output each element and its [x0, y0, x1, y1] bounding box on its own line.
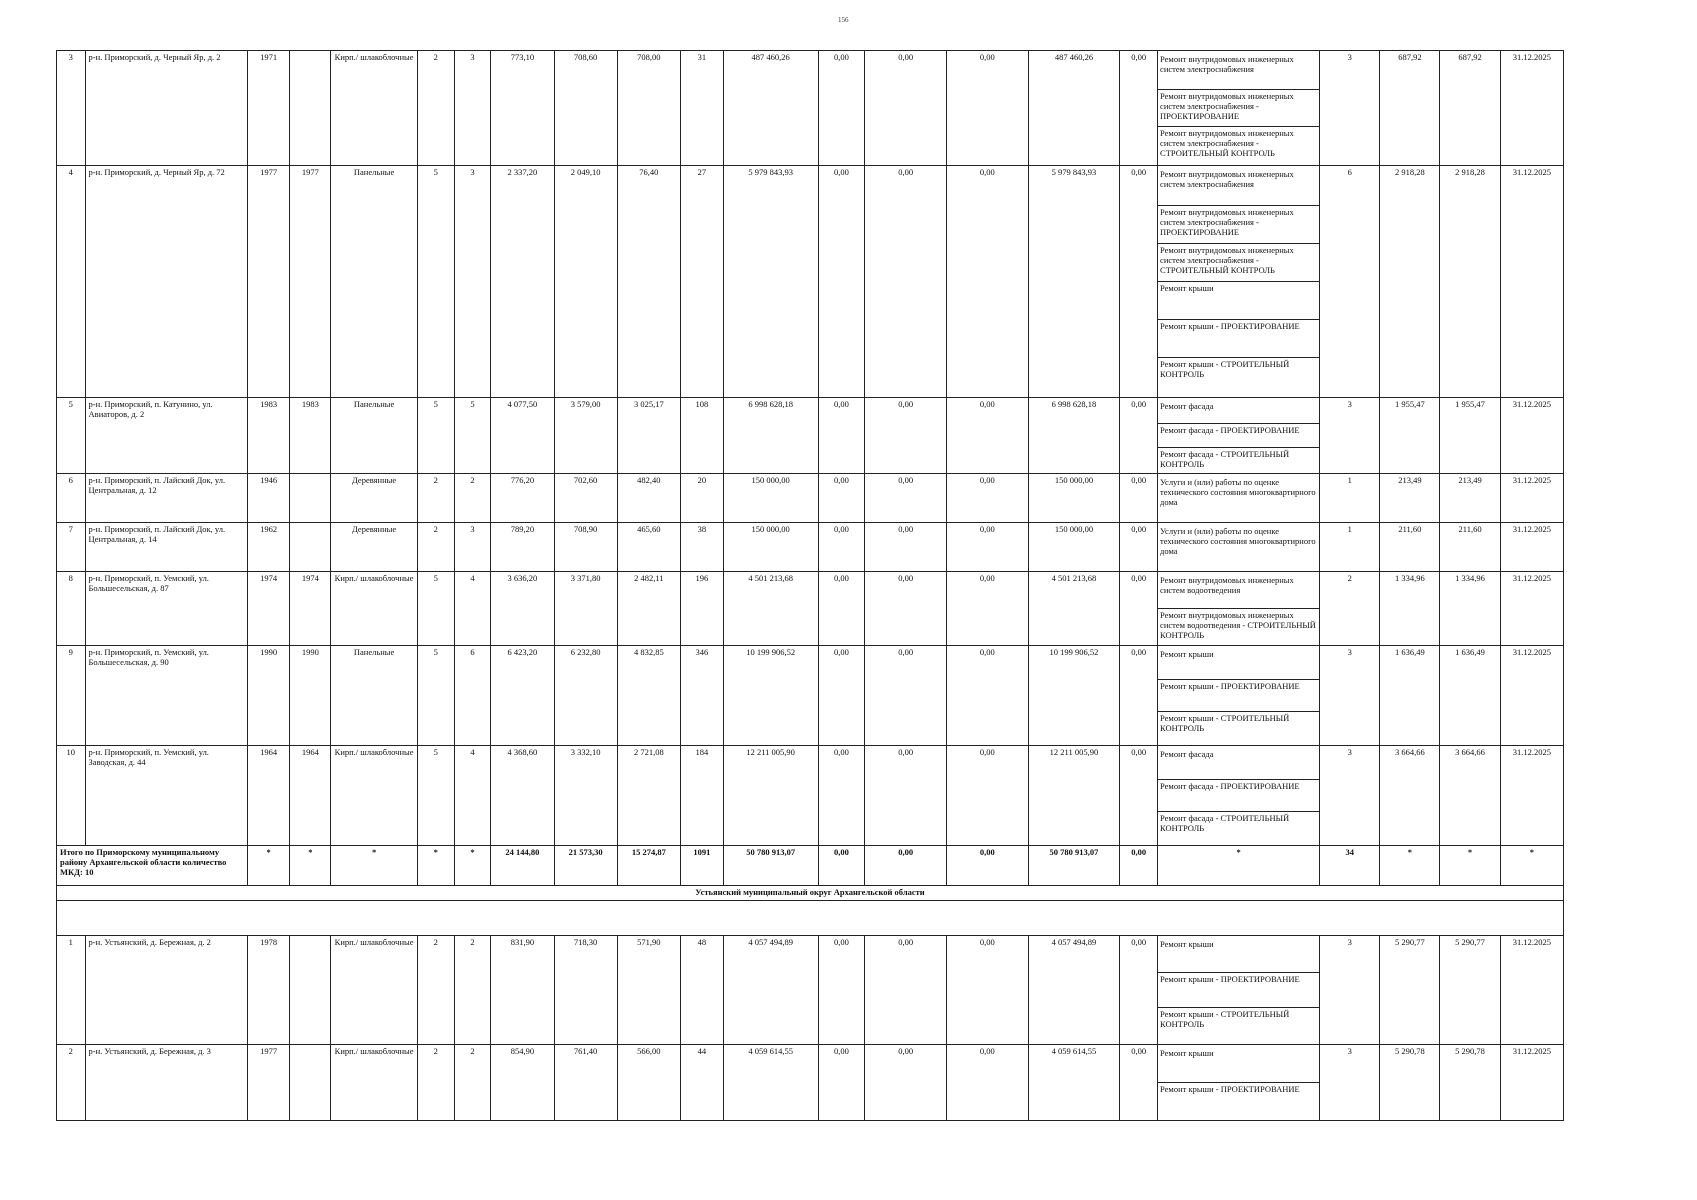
work-item: Ремонт внутридомовых инженерных систем электроснабжения - СТРОИТЕЛЬНЫЙ КОНТРОЛЬ: [1160, 128, 1294, 158]
works-count-cell: 3: [1320, 398, 1380, 474]
area-premises-cell: 708,60: [554, 51, 617, 166]
cost-limit-cell: 1 955,47: [1440, 398, 1500, 474]
area-premises-cell: 2 049,10: [554, 166, 617, 398]
table-row: [57, 166, 1564, 398]
residents-cell: 346: [680, 646, 723, 746]
work-item: Ремонт внутридомовых инженерных систем электроснабжения - ПРОЕКТИРОВАНИЕ: [1158, 90, 1319, 127]
cost-limit-cell: 3 664,66: [1440, 746, 1500, 846]
placeholder-cell: *: [247, 846, 290, 886]
fund-cell: 0,00: [818, 166, 865, 398]
area-total-cell: 4 077,50: [491, 398, 554, 474]
area-premises-cell: 3 332,10: [554, 746, 617, 846]
year-built-cell: 1971: [247, 51, 290, 166]
area-total-cell: 776,20: [491, 474, 554, 523]
area-total-cell: 6 423,20: [491, 646, 554, 746]
works-list-cell: [1158, 572, 1320, 646]
entrances-cell: 4: [454, 572, 491, 646]
work-item: Ремонт крыши: [1158, 648, 1319, 680]
fund-cell: 0,00: [865, 523, 947, 572]
work-item: Ремонт фасада: [1158, 748, 1319, 780]
fund-cell: 0,00: [865, 166, 947, 398]
address-cell: р-н. Приморский, п. Лайский Док, ул. Центральная, д. 14: [85, 523, 247, 572]
cost-limit-cell: 2 918,28: [1440, 166, 1500, 398]
fund-cell: 0,00: [865, 746, 947, 846]
row-number: 8: [57, 572, 86, 646]
fund-cell: 0,00: [865, 474, 947, 523]
cost-per-sqm-cell: 3 664,66: [1380, 746, 1440, 846]
work-item: Ремонт фасада - СТРОИТЕЛЬНЫЙ КОНТРОЛЬ: [1160, 813, 1290, 833]
row-number: 10: [57, 746, 86, 846]
area-total-cell: 3 636,20: [491, 572, 554, 646]
address-cell: р-н. Приморский, д. Черный Яр, д. 72: [85, 166, 247, 398]
fund-cell: 0,00: [818, 646, 865, 746]
works-list-cell: [1158, 746, 1320, 846]
entrances-cell: 4: [454, 746, 491, 846]
cost-per-sqm-cell: 5 290,77: [1380, 935, 1440, 1044]
year-built-cell: 1977: [247, 1044, 290, 1120]
wall-material-cell: Панельные: [331, 646, 418, 746]
deadline-cell: 31.12.2025: [1500, 474, 1563, 523]
works-count-cell: 1: [1320, 474, 1380, 523]
cost-per-sqm-cell: 687,92: [1380, 51, 1440, 166]
row-number: 6: [57, 474, 86, 523]
wall-material-cell: Панельные: [331, 398, 418, 474]
total-value-cell: 50 780 913,07: [723, 846, 818, 886]
residents-cell: 108: [680, 398, 723, 474]
total-value-cell: 15 274,87: [617, 846, 680, 886]
area-living-cell: 566,00: [617, 1044, 680, 1120]
work-item: Ремонт крыши - ПРОЕКТИРОВАНИЕ: [1158, 320, 1319, 358]
residents-cell: 48: [680, 935, 723, 1044]
works-count-cell: 2: [1320, 572, 1380, 646]
deadline-cell: 31.12.2025: [1500, 523, 1563, 572]
work-item: Ремонт крыши - СТРОИТЕЛЬНЫЙ КОНТРОЛЬ: [1160, 359, 1290, 379]
cost-total-cell: 4 057 494,89: [723, 935, 818, 1044]
works-list-cell: [1158, 1044, 1320, 1120]
fund-cell: 0,00: [947, 51, 1029, 166]
total-value-cell: 21 573,30: [554, 846, 617, 886]
area-premises-cell: 702,60: [554, 474, 617, 523]
area-total-cell: 854,90: [491, 1044, 554, 1120]
cost-per-sqm-cell: 1 955,47: [1380, 398, 1440, 474]
address-cell: р-н. Приморский, п. Лайский Док, ул. Центральная, д. 12: [85, 474, 247, 523]
entrances-cell: 3: [454, 51, 491, 166]
work-item: Ремонт внутридомовых инженерных систем электроснабжения: [1158, 53, 1319, 90]
cost-per-sqm-cell: 211,60: [1380, 523, 1440, 572]
table-row: [57, 474, 1564, 523]
fund-cell: 150 000,00: [1028, 523, 1120, 572]
area-total-cell: 789,20: [491, 523, 554, 572]
spacer-cell: [57, 900, 1564, 935]
deadline-cell: 31.12.2025: [1500, 1044, 1563, 1120]
spacer-row: [57, 900, 1564, 935]
cost-per-sqm-cell: 5 290,78: [1380, 1044, 1440, 1120]
floors-cell: 5: [417, 166, 454, 398]
fund-cell: 0,00: [1120, 474, 1158, 523]
entrances-cell: 5: [454, 398, 491, 474]
deadline-cell: 31.12.2025: [1500, 398, 1563, 474]
fund-cell: 0,00: [1120, 166, 1158, 398]
address-cell: р-н. Приморский, п. Катунино, ул. Авиаторов, д. 2: [85, 398, 247, 474]
address-cell: р-н. Приморский, п. Уемский, ул. Большесельская, д. 87: [85, 572, 247, 646]
floors-cell: 5: [417, 572, 454, 646]
wall-material-cell: Деревянные: [331, 523, 418, 572]
fund-cell: 0,00: [1120, 646, 1158, 746]
table-row: [57, 51, 1564, 166]
wall-material-cell: Кирп./ шлакоблочные: [331, 935, 418, 1044]
area-living-cell: 76,40: [617, 166, 680, 398]
fund-cell: 10 199 906,52: [1028, 646, 1120, 746]
work-item: Ремонт фасада - СТРОИТЕЛЬНЫЙ КОНТРОЛЬ: [1160, 449, 1290, 469]
total-value-cell: 0,00: [818, 846, 865, 886]
year-overhaul-cell: 1974: [290, 572, 331, 646]
work-item: Услуги и (или) работы по оценке технического состояния многоквартирного дома: [1160, 526, 1316, 556]
work-item: Ремонт крыши - СТРОИТЕЛЬНЫЙ КОНТРОЛЬ: [1160, 1008, 1290, 1029]
deadline-cell: 31.12.2025: [1500, 935, 1563, 1044]
table-row: [57, 572, 1564, 646]
work-item: Ремонт внутридомовых инженерных систем электроснабжения: [1158, 168, 1319, 206]
area-premises-cell: 761,40: [554, 1044, 617, 1120]
works-list-cell: [1158, 398, 1320, 474]
fund-cell: 0,00: [818, 523, 865, 572]
cost-limit-cell: 1 334,96: [1440, 572, 1500, 646]
capital-repair-register-table: [56, 50, 1564, 1121]
area-living-cell: 2 721,08: [617, 746, 680, 846]
floors-cell: 2: [417, 1044, 454, 1120]
cost-per-sqm-cell: 2 918,28: [1380, 166, 1440, 398]
works-count-cell: 1: [1320, 523, 1380, 572]
work-item: Ремонт крыши: [1158, 1047, 1319, 1083]
area-living-cell: 571,90: [617, 935, 680, 1044]
fund-cell: 0,00: [1120, 572, 1158, 646]
work-item: Ремонт фасада: [1158, 400, 1319, 424]
total-row: [57, 846, 1564, 886]
entrances-cell: 2: [454, 935, 491, 1044]
area-total-cell: 4 368,60: [491, 746, 554, 846]
works-list-cell: [1158, 523, 1320, 572]
floors-cell: 2: [417, 935, 454, 1044]
work-item: Ремонт фасада - ПРОЕКТИРОВАНИЕ: [1158, 424, 1319, 448]
area-living-cell: 482,40: [617, 474, 680, 523]
cost-total-cell: 5 979 843,93: [723, 166, 818, 398]
total-value-cell: 0,00: [1120, 846, 1158, 886]
work-item: Ремонт внутридомовых инженерных систем электроснабжения - СТРОИТЕЛЬНЫЙ КОНТРОЛЬ: [1158, 244, 1319, 282]
fund-cell: 5 979 843,93: [1028, 166, 1120, 398]
cost-total-cell: 6 998 628,18: [723, 398, 818, 474]
work-item: Ремонт внутридомовых инженерных систем водоотведения - СТРОИТЕЛЬНЫЙ КОНТРОЛЬ: [1160, 610, 1316, 640]
address-cell: р-н. Приморский, п. Уемский, ул. Большесельская, д. 90: [85, 646, 247, 746]
works-list-cell: [1158, 935, 1320, 1044]
total-value-cell: 24 144,80: [491, 846, 554, 886]
placeholder-cell: *: [1380, 846, 1440, 886]
fund-cell: 0,00: [947, 935, 1029, 1044]
area-living-cell: 4 832,85: [617, 646, 680, 746]
table-row: [57, 746, 1564, 846]
works-list-cell: [1158, 646, 1320, 746]
placeholder-cell: *: [1440, 846, 1500, 886]
year-built-cell: 1983: [247, 398, 290, 474]
cost-limit-cell: 1 636,49: [1440, 646, 1500, 746]
placeholder-cell: *: [1158, 846, 1320, 886]
fund-cell: 12 211 005,90: [1028, 746, 1120, 846]
residents-cell: 38: [680, 523, 723, 572]
table-row: [57, 646, 1564, 746]
wall-material-cell: Кирп./ шлакоблочные: [331, 51, 418, 166]
residents-cell: 196: [680, 572, 723, 646]
area-total-cell: 2 337,20: [491, 166, 554, 398]
placeholder-cell: *: [454, 846, 491, 886]
fund-cell: 0,00: [947, 746, 1029, 846]
cost-limit-cell: 5 290,77: [1440, 935, 1500, 1044]
fund-cell: 0,00: [865, 935, 947, 1044]
fund-cell: 4 059 614,55: [1028, 1044, 1120, 1120]
area-living-cell: 3 025,17: [617, 398, 680, 474]
area-total-cell: 773,10: [491, 51, 554, 166]
wall-material-cell: Деревянные: [331, 474, 418, 523]
entrances-cell: 3: [454, 166, 491, 398]
residents-cell: 44: [680, 1044, 723, 1120]
year-overhaul-cell: 1983: [290, 398, 331, 474]
fund-cell: 0,00: [818, 1044, 865, 1120]
fund-cell: 0,00: [818, 935, 865, 1044]
placeholder-cell: *: [331, 846, 418, 886]
work-item: Ремонт крыши - ПРОЕКТИРОВАНИЕ: [1158, 973, 1319, 1008]
fund-cell: 0,00: [947, 166, 1029, 398]
cost-per-sqm-cell: 1 636,49: [1380, 646, 1440, 746]
year-overhaul-cell: 1977: [290, 166, 331, 398]
floors-cell: 2: [417, 523, 454, 572]
year-overhaul-cell: [290, 51, 331, 166]
work-item: Услуги и (или) работы по оценке технического состояния многоквартирного дома: [1160, 477, 1316, 507]
cost-per-sqm-cell: 1 334,96: [1380, 572, 1440, 646]
wall-material-cell: Панельные: [331, 166, 418, 398]
fund-cell: 0,00: [865, 1044, 947, 1120]
entrances-cell: 6: [454, 646, 491, 746]
placeholder-cell: *: [290, 846, 331, 886]
work-item: Ремонт крыши - СТРОИТЕЛЬНЫЙ КОНТРОЛЬ: [1160, 713, 1290, 733]
total-value-cell: 0,00: [947, 846, 1029, 886]
total-value-cell: 0,00: [865, 846, 947, 886]
cost-total-cell: 4 501 213,68: [723, 572, 818, 646]
fund-cell: 0,00: [865, 398, 947, 474]
area-total-cell: 831,90: [491, 935, 554, 1044]
wall-material-cell: Кирп./ шлакоблочные: [331, 1044, 418, 1120]
works-count-cell: 3: [1320, 746, 1380, 846]
area-premises-cell: 718,30: [554, 935, 617, 1044]
year-built-cell: 1964: [247, 746, 290, 846]
work-item: Ремонт внутридомовых инженерных систем водоотведения: [1158, 574, 1319, 609]
year-overhaul-cell: 1964: [290, 746, 331, 846]
year-overhaul-cell: [290, 1044, 331, 1120]
residents-cell: 20: [680, 474, 723, 523]
row-number: 3: [57, 51, 86, 166]
cost-limit-cell: 211,60: [1440, 523, 1500, 572]
works-count-cell: 3: [1320, 646, 1380, 746]
year-built-cell: 1974: [247, 572, 290, 646]
fund-cell: 0,00: [865, 51, 947, 166]
row-number: 7: [57, 523, 86, 572]
deadline-cell: 31.12.2025: [1500, 746, 1563, 846]
works-list-cell: [1158, 51, 1320, 166]
fund-cell: 0,00: [1120, 523, 1158, 572]
works-list-cell: [1158, 166, 1320, 398]
fund-cell: 150 000,00: [1028, 474, 1120, 523]
year-built-cell: 1977: [247, 166, 290, 398]
fund-cell: 0,00: [947, 572, 1029, 646]
floors-cell: 5: [417, 646, 454, 746]
placeholder-cell: *: [417, 846, 454, 886]
fund-cell: 0,00: [1120, 935, 1158, 1044]
fund-cell: 0,00: [947, 1044, 1029, 1120]
fund-cell: 0,00: [865, 646, 947, 746]
year-built-cell: 1946: [247, 474, 290, 523]
works-count-cell: 3: [1320, 1044, 1380, 1120]
fund-cell: 0,00: [1120, 746, 1158, 846]
works-count-cell: 6: [1320, 166, 1380, 398]
floors-cell: 5: [417, 398, 454, 474]
works-count-cell: 3: [1320, 51, 1380, 166]
year-overhaul-cell: [290, 935, 331, 1044]
cost-total-cell: 150 000,00: [723, 474, 818, 523]
row-number: 2: [57, 1044, 86, 1120]
floors-cell: 2: [417, 474, 454, 523]
area-living-cell: 708,00: [617, 51, 680, 166]
table-row: [57, 523, 1564, 572]
address-cell: р-н. Устьянский, д. Бережная, д. 2: [85, 935, 247, 1044]
fund-cell: 0,00: [818, 746, 865, 846]
area-premises-cell: 6 232,80: [554, 646, 617, 746]
works-list-cell: [1158, 474, 1320, 523]
row-number: 9: [57, 646, 86, 746]
fund-cell: 0,00: [947, 523, 1029, 572]
address-cell: р-н. Приморский, д. Черный Яр, д. 2: [85, 51, 247, 166]
table-row: [57, 935, 1564, 1044]
row-number: 1: [57, 935, 86, 1044]
year-overhaul-cell: [290, 523, 331, 572]
wall-material-cell: Кирп./ шлакоблочные: [331, 572, 418, 646]
fund-cell: 0,00: [1120, 1044, 1158, 1120]
cost-limit-cell: 213,49: [1440, 474, 1500, 523]
table-row: [57, 1044, 1564, 1120]
entrances-cell: 3: [454, 523, 491, 572]
fund-cell: 0,00: [818, 398, 865, 474]
total-value-cell: 1091: [680, 846, 723, 886]
deadline-cell: 31.12.2025: [1500, 166, 1563, 398]
total-label-cell: Итого по Приморскому муниципальному району Архангельской области количество МКД: 10: [57, 846, 248, 886]
section-header-row: [57, 886, 1564, 901]
cost-total-cell: 12 211 005,90: [723, 746, 818, 846]
residents-cell: 184: [680, 746, 723, 846]
fund-cell: 0,00: [1120, 51, 1158, 166]
cost-total-cell: 487 460,26: [723, 51, 818, 166]
cost-total-cell: 10 199 906,52: [723, 646, 818, 746]
fund-cell: 4 501 213,68: [1028, 572, 1120, 646]
year-overhaul-cell: [290, 474, 331, 523]
floors-cell: 5: [417, 746, 454, 846]
cost-per-sqm-cell: 213,49: [1380, 474, 1440, 523]
fund-cell: 0,00: [947, 646, 1029, 746]
placeholder-cell: *: [1500, 846, 1563, 886]
deadline-cell: 31.12.2025: [1500, 646, 1563, 746]
fund-cell: 0,00: [818, 51, 865, 166]
area-premises-cell: 708,90: [554, 523, 617, 572]
address-cell: р-н. Устьянский, д. Бережная, д. 3: [85, 1044, 247, 1120]
works-count-cell: 3: [1320, 935, 1380, 1044]
work-item: Ремонт крыши: [1158, 938, 1319, 973]
cost-total-cell: 150 000,00: [723, 523, 818, 572]
year-built-cell: 1978: [247, 935, 290, 1044]
row-number: 5: [57, 398, 86, 474]
work-item: Ремонт фасада - ПРОЕКТИРОВАНИЕ: [1158, 780, 1319, 812]
table-row: [57, 398, 1564, 474]
residents-cell: 27: [680, 166, 723, 398]
area-premises-cell: 3 371,80: [554, 572, 617, 646]
deadline-cell: 31.12.2025: [1500, 51, 1563, 166]
entrances-cell: 2: [454, 474, 491, 523]
fund-cell: 4 057 494,89: [1028, 935, 1120, 1044]
cost-limit-cell: 687,92: [1440, 51, 1500, 166]
work-item: Ремонт крыши - ПРОЕКТИРОВАНИЕ: [1158, 680, 1319, 712]
fund-cell: 0,00: [818, 572, 865, 646]
fund-cell: 0,00: [1120, 398, 1158, 474]
fund-cell: 6 998 628,18: [1028, 398, 1120, 474]
area-living-cell: 465,60: [617, 523, 680, 572]
wall-material-cell: Кирп./ шлакоблочные: [331, 746, 418, 846]
year-built-cell: 1962: [247, 523, 290, 572]
cost-limit-cell: 5 290,78: [1440, 1044, 1500, 1120]
year-overhaul-cell: 1990: [290, 646, 331, 746]
cost-total-cell: 4 059 614,55: [723, 1044, 818, 1120]
entrances-cell: 2: [454, 1044, 491, 1120]
residents-cell: 31: [680, 51, 723, 166]
floors-cell: 2: [417, 51, 454, 166]
fund-cell: 0,00: [865, 572, 947, 646]
row-number: 4: [57, 166, 86, 398]
total-value-cell: 50 780 913,07: [1028, 846, 1120, 886]
work-item: Ремонт крыши - ПРОЕКТИРОВАНИЕ: [1160, 1083, 1300, 1094]
address-cell: р-н. Приморский, п. Уемский, ул. Заводская, д. 44: [85, 746, 247, 846]
area-living-cell: 2 482,11: [617, 572, 680, 646]
area-premises-cell: 3 579,00: [554, 398, 617, 474]
section-title: Устьянский муниципальный округ Архангельской области: [57, 886, 1564, 901]
fund-cell: 0,00: [818, 474, 865, 523]
year-built-cell: 1990: [247, 646, 290, 746]
work-item: Ремонт крыши: [1158, 282, 1319, 320]
page-number: 156: [838, 16, 849, 24]
fund-cell: 0,00: [947, 398, 1029, 474]
work-item: Ремонт внутридомовых инженерных систем электроснабжения - ПРОЕКТИРОВАНИЕ: [1158, 206, 1319, 244]
total-count-cell: 34: [1320, 846, 1380, 886]
fund-cell: 0,00: [947, 474, 1029, 523]
fund-cell: 487 460,26: [1028, 51, 1120, 166]
deadline-cell: 31.12.2025: [1500, 572, 1563, 646]
